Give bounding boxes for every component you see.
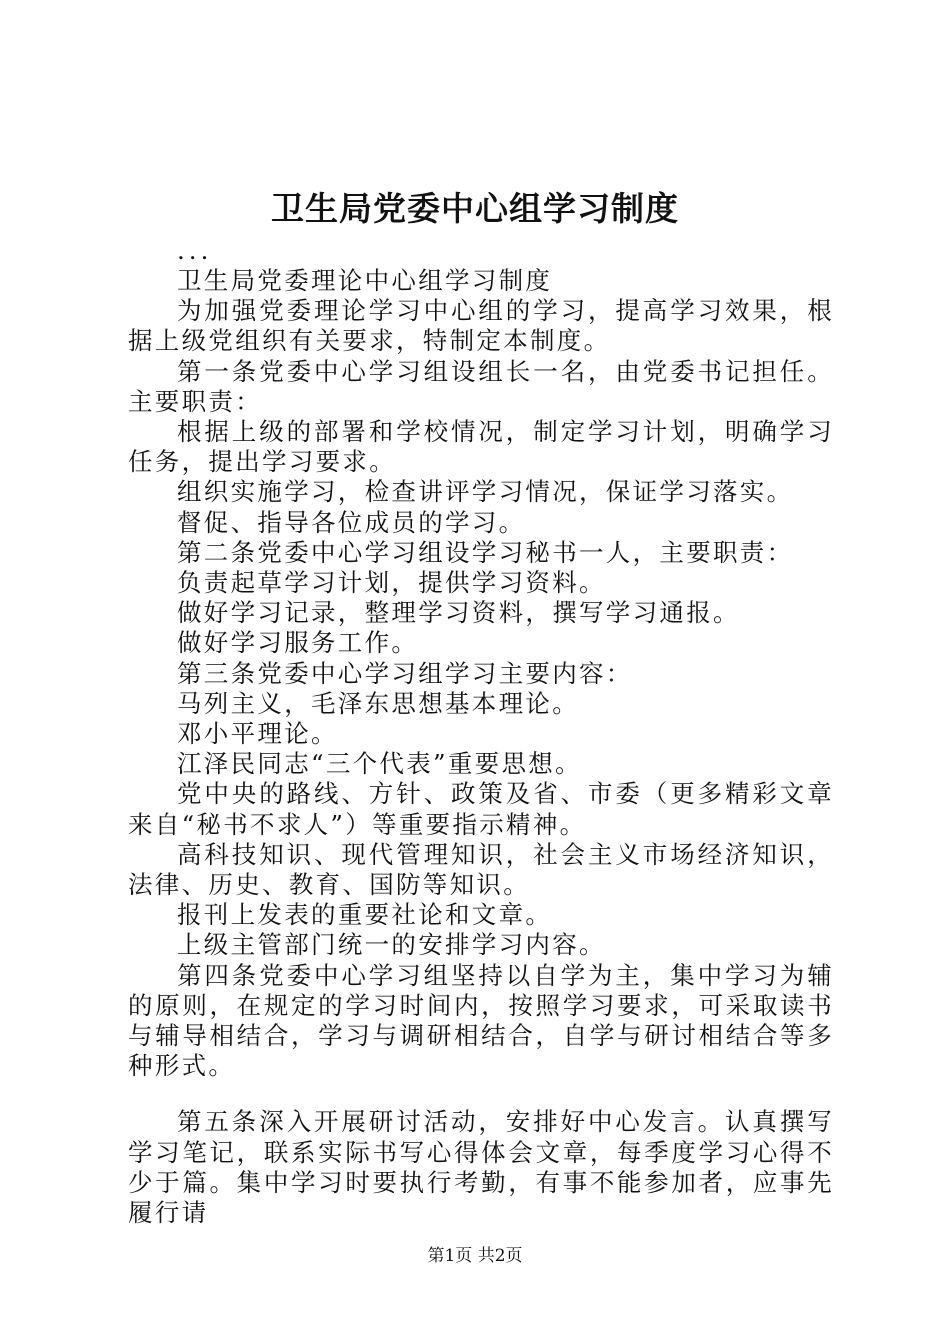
- paragraph: 报刊上发表的重要社论和文章。: [177, 900, 553, 930]
- paragraph: 督促、指导各位成员的学习。: [177, 507, 526, 537]
- paragraph: 做好学习服务工作。: [177, 628, 419, 658]
- paragraph: 上级主管部门统一的安排学习内容。: [177, 930, 606, 960]
- paragraph: 第五条深入开展研讨活动，安排好中心发言。认真撰写学习笔记，联系实际书写心得体会文章，每季度学习心得不少于篇。集中学习时要执行考勤，有事不能参加者，应事先履行请: [128, 1107, 834, 1228]
- paragraph: 第一条党委中心学习组设组长一名，由党委书记担任。主要职责：: [128, 356, 834, 416]
- paragraph: 第二条党委中心学习组设学习秘书一人，主要职责：: [177, 537, 794, 567]
- paragraph: 根据上级的部署和学校情况，制定学习计划，明确学习任务，提出学习要求。: [128, 417, 834, 477]
- paragraph: 党中央的路线、方针、政策及省、市委（更多精彩文章来自“秘书不求人”）等重要指示精神。: [128, 779, 834, 839]
- document-body: [128, 236, 834, 1228]
- paragraph-subtitle: 卫生局党委理论中心组学习制度: [177, 266, 553, 295]
- paragraph: 第四条党委中心学习组坚持以自学为主，集中学习为辅的原则，在规定的学习时间内，按照学习要求，可采取读书与辅导相结合，学习与调研相结合，自学与研讨相结合等多种形式。: [128, 960, 834, 1081]
- paragraph: 马列主义，毛泽东思想基本理论。: [177, 688, 579, 718]
- paragraph: 组织实施学习，检查讲评学习情况，保证学习落实。: [177, 477, 794, 507]
- paragraph: 第三条党委中心学习组学习主要内容：: [177, 658, 633, 688]
- paragraph: 江泽民同志“三个代表”重要思想。: [177, 749, 582, 779]
- page-footer: 第1页 共2页: [427, 1246, 523, 1266]
- paragraph: 负责起草学习计划，提供学习资料。: [177, 568, 606, 598]
- ellipsis-marker: ...: [177, 236, 213, 265]
- paragraph: 为加强党委理论学习中心组的学习，提高学习效果，根据上级党组织有关要求，特制定本制度。: [128, 296, 834, 356]
- paragraph: 做好学习记录，整理学习资料，撰写学习通报。: [177, 598, 740, 628]
- paragraph: 高科技知识、现代管理知识，社会主义市场经济知识，法律、历史、教育、国防等知识。: [128, 839, 834, 900]
- paragraph: 邓小平理论。: [177, 719, 338, 749]
- document-title: 卫生局党委中心组学习制度: [271, 189, 679, 228]
